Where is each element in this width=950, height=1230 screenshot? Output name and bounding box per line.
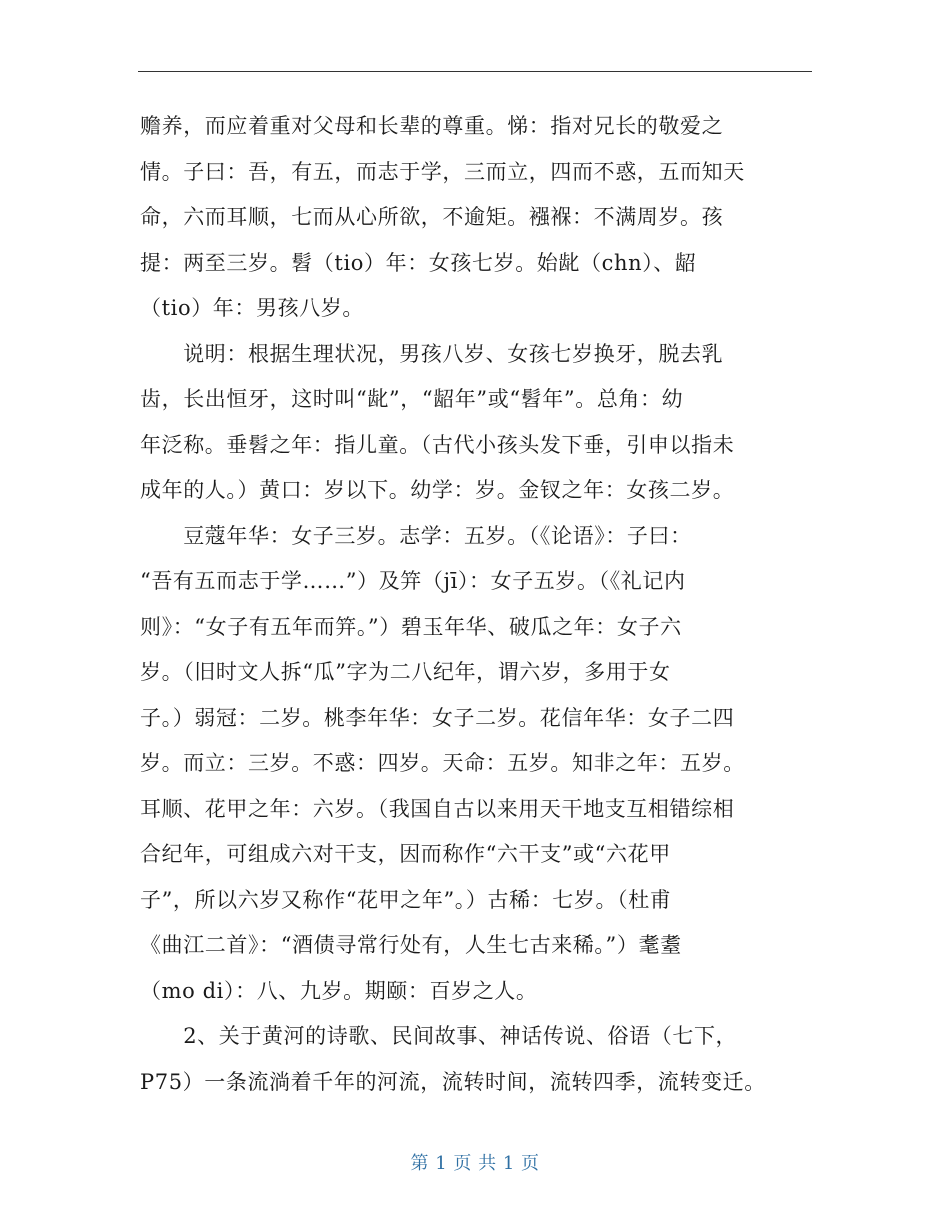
text-line: 子。）弱冠：二岁。桃李年华：女子二岁。花信年华：女子二四	[140, 705, 735, 730]
text-line: 提：两至三岁。髫（tio）年：女孩七岁。始龀（chn）、龆	[140, 250, 697, 275]
text-line: 耳顺、花甲之年：六岁。（我国自古以来用天干地支互相错综相	[140, 796, 735, 821]
text-line: 岁。而立：三岁。不惑：四岁。天命：五岁。知非之年：五岁。	[140, 751, 745, 775]
document-body	[140, 104, 812, 1105]
text-line: 《曲江二首》：“酒债寻常行处有，人生七古来稀。”）耄耋	[140, 933, 682, 957]
text-line: （tio）年：男孩八岁。	[140, 296, 364, 320]
text-line: 成年的人。）黄口：岁以下。幼学：岁。金钗之年：女孩二岁。	[140, 478, 735, 502]
text-line: （mo di）：八、九岁。期颐：百岁之人。	[140, 978, 538, 1003]
text-line: P75）一条流淌着千年的河流，流转时间，流转四季，流转变迁。	[140, 1069, 766, 1094]
text-line: 年泛称。垂髫之年：指儿童。（古代小孩头发下垂，引申以指未	[140, 432, 735, 457]
text-line: “吾有五而志于学……”）及笄（jī）：女子五岁。（《礼记内	[140, 569, 686, 593]
text-line: 岁。（旧时文人拆“瓜”字为二八纪年，谓六岁，多用于女	[140, 660, 671, 684]
text-line: 则》：“女子有五年而笄。”）碧玉年华、破瓜之年：女子六	[140, 614, 682, 639]
text-line: 情。子曰：吾，有五，而志于学，三而立，四而不惑，五而知天	[140, 159, 745, 184]
text-line: 赡养，而应着重对父母和长辈的尊重。悌：指对兄长的敬爱之	[140, 114, 724, 138]
header-rule	[138, 71, 812, 72]
text-line: 子”，所以六岁又称作“花甲之年”。）古稀：七岁。（杜甫	[140, 887, 672, 912]
text-line: 合纪年，可组成六对干支，因而称作“六干支”或“六花甲	[140, 842, 671, 866]
page-number: 第 1 页 共 1 页	[410, 1153, 540, 1174]
text-line: 2、关于黄河的诗歌、民间故事、神话传说、俗语（七下，	[140, 1024, 738, 1048]
text-line: 说明：根据生理状况，男孩八岁、女孩七岁换牙，脱去乳	[140, 341, 724, 366]
text-line: 豆蔻年华：女子三岁。志学：五岁。（《论语》：子曰：	[140, 523, 692, 548]
text-line: 齿，长出恒牙，这时叫“龀”，“龆年”或“髫年”。总角：幼	[140, 387, 684, 411]
text-line: 命，六而耳顺，七而从心所欲，不逾矩。襁褓：不满周岁。孩	[140, 205, 724, 229]
